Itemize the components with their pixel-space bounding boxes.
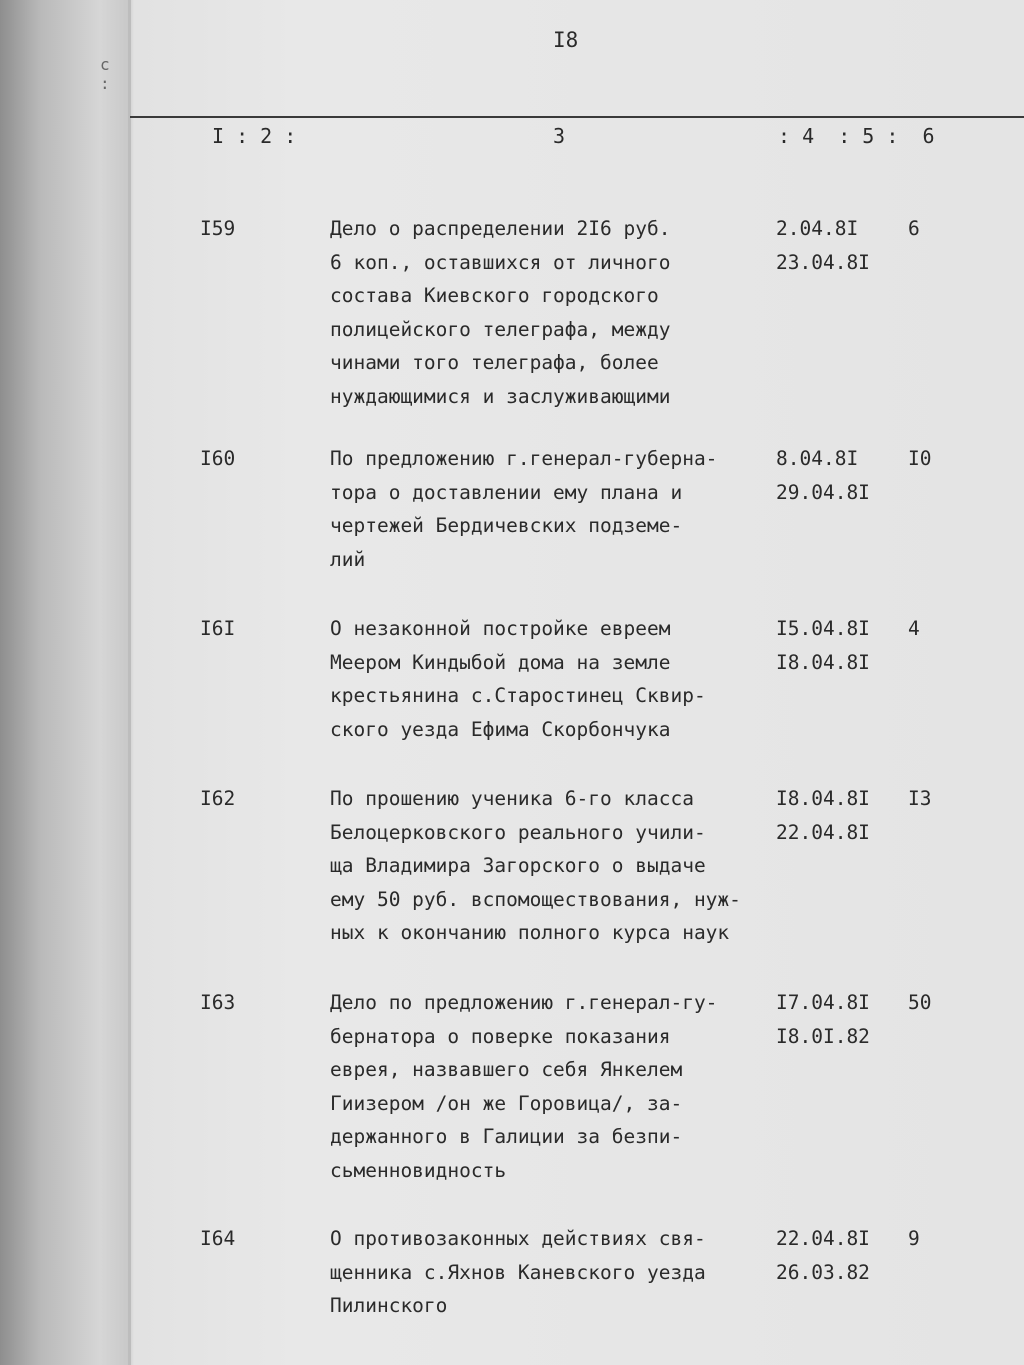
- entry-number: I62: [200, 787, 236, 810]
- entry-dates: 2.04.8I 23.04.8I: [776, 217, 870, 274]
- column-header-3: 3: [553, 124, 566, 148]
- entry-pages: 50: [908, 991, 932, 1014]
- entry-dates: I7.04.8I I8.0I.82: [776, 991, 870, 1048]
- entry-dates: 8.04.8I 29.04.8I: [776, 447, 870, 504]
- entry-number: I63: [200, 991, 236, 1014]
- page-number: I8: [553, 28, 579, 52]
- entry-pages: I3: [908, 787, 932, 810]
- entry-text: По прошению ученика 6-го класса Белоцерковского реального учили- ща Владимира Загорского о выдаче ему 50 руб. вспомоществования, нуж- ных к окончанию полного курса наук: [330, 787, 741, 944]
- entry-text: О незаконной постройке евреем Меером Киндыбой дома на земле крестьянина с.Старостинец Сквир- ского уезда Ефима Скорбончука: [330, 617, 706, 741]
- entry-number: I59: [200, 217, 236, 240]
- entry-text: Дело по предложению г.генерал-гу- бернатора о поверке показания еврея, назвавшего себя Янкелем Гиизером /он же Горовица/, за- держанного в Галиции за безпи- сьменновидность: [330, 991, 718, 1182]
- corner-mark: с :: [100, 55, 110, 93]
- entry-dates: I5.04.8I I8.04.8I: [776, 617, 870, 674]
- entry-pages: 6: [908, 217, 920, 240]
- entry-pages: I0: [908, 447, 932, 470]
- entry-text: О противозаконных действиях свя- щенника с.Яхнов Каневского уезда Пилинского: [330, 1227, 706, 1317]
- column-header-4-6: : 4 : 5 : 6: [778, 124, 935, 148]
- column-header-1-2: I : 2 :: [212, 124, 297, 148]
- entry-pages: 9: [908, 1227, 920, 1250]
- entry-text: По предложению г.генерал-губерна- тора о доставлении ему плана и чертежей Бердичевских подземе- лий: [330, 447, 718, 571]
- header-rule: [130, 116, 1024, 118]
- entry-number: I60: [200, 447, 236, 470]
- entry-number: I64: [200, 1227, 236, 1250]
- entry-text: Дело о распределении 2I6 руб. 6 коп., оставшихся от личного состава Киевского городского полицейского телеграфа, между чинами того телеграфа, более нуждающимися и заслуживающими: [330, 217, 671, 408]
- entry-number: I6I: [200, 617, 236, 640]
- entry-dates: I8.04.8I 22.04.8I: [776, 787, 870, 844]
- entry-dates: 22.04.8I 26.03.82: [776, 1227, 870, 1284]
- page-fold: [128, 0, 131, 1365]
- entry-pages: 4: [908, 617, 920, 640]
